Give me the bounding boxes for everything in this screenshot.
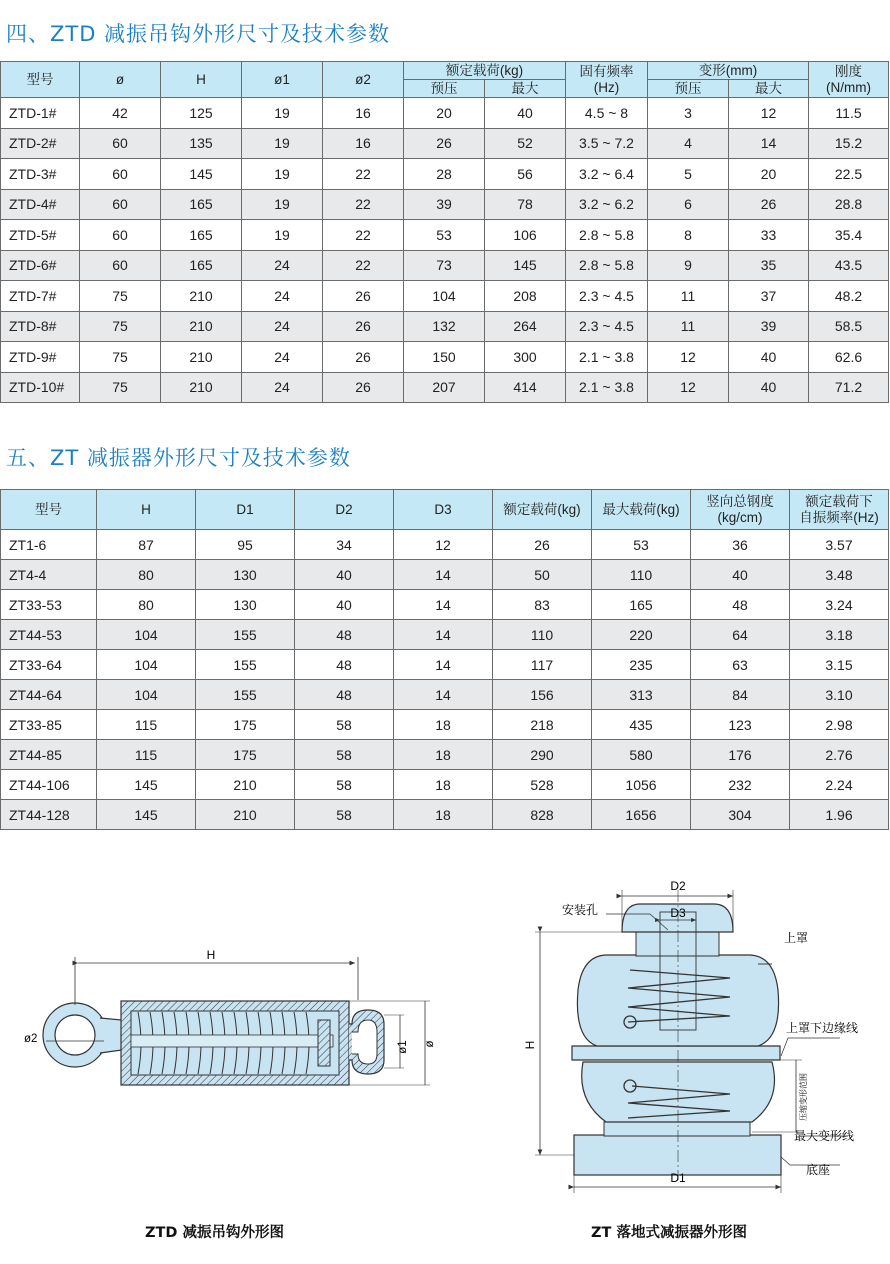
table-cell: 75 — [80, 281, 161, 312]
table-cell: 40 — [691, 560, 790, 590]
table-cell: 12 — [648, 342, 729, 373]
table-cell: 9 — [648, 250, 729, 281]
table-cell: 75 — [80, 372, 161, 403]
header-load-preload: 预压 — [404, 80, 485, 98]
table-cell: 36 — [691, 530, 790, 560]
header-model: 型号 — [1, 62, 80, 98]
table-cell: 175 — [196, 710, 295, 740]
table-cell: ZTD-8# — [1, 311, 80, 342]
table-cell: 165 — [161, 189, 242, 220]
table-row — [1, 128, 889, 159]
table-cell: 2.8 ~ 5.8 — [566, 250, 648, 281]
table-cell: 48 — [295, 680, 394, 710]
table-cell: ZT4-4 — [1, 560, 97, 590]
table-cell: ZTD-6# — [1, 250, 80, 281]
table-row — [1, 372, 889, 403]
table-cell: 12 — [729, 98, 809, 129]
header-frequency: 固有频率 (Hz) — [566, 62, 648, 98]
table-cell: 3.48 — [790, 560, 889, 590]
table-cell: ZT1-6 — [1, 530, 97, 560]
table-cell: 73 — [404, 250, 485, 281]
table-cell: ZT44-128 — [1, 800, 97, 830]
table-cell: 290 — [493, 740, 592, 770]
table-cell: 26 — [323, 311, 404, 342]
table-cell: 19 — [242, 189, 323, 220]
table-header: 额定载荷下 自振频率(Hz) — [790, 490, 889, 530]
table-cell: 104 — [97, 650, 196, 680]
table-row — [1, 530, 889, 560]
table-cell: 20 — [729, 159, 809, 190]
caption-ztd: ZTD 减振吊钩外形图 — [145, 1225, 284, 1241]
label-h: H — [206, 948, 216, 962]
table-cell: 87 — [97, 530, 196, 560]
table-cell: 2.8 ~ 5.8 — [566, 220, 648, 251]
table-cell: 14 — [394, 620, 493, 650]
table-cell: 117 — [493, 650, 592, 680]
table-cell: 39 — [729, 311, 809, 342]
table-cell: 80 — [97, 590, 196, 620]
table-cell: 53 — [592, 530, 691, 560]
table-cell: 58 — [295, 740, 394, 770]
table-cell: 22 — [323, 189, 404, 220]
table-cell: 2.76 — [790, 740, 889, 770]
table-cell: 4.5 ~ 8 — [566, 98, 648, 129]
table-cell: 123 — [691, 710, 790, 740]
table-header: 最大载荷(kg) — [592, 490, 691, 530]
table-cell: 104 — [97, 620, 196, 650]
table-cell: 28.8 — [809, 189, 889, 220]
table-cell: 19 — [242, 98, 323, 129]
table-cell: 106 — [485, 220, 566, 251]
table-cell: 3.2 ~ 6.2 — [566, 189, 648, 220]
table-cell: 58.5 — [809, 311, 889, 342]
table-cell: 48 — [295, 650, 394, 680]
table-cell: 26 — [729, 189, 809, 220]
table-cell: 165 — [592, 590, 691, 620]
table-cell: 125 — [161, 98, 242, 129]
table-row — [1, 770, 889, 800]
table-cell: 3.15 — [790, 650, 889, 680]
table-cell: 18 — [394, 710, 493, 740]
table-cell: 39 — [404, 189, 485, 220]
table-cell: 16 — [323, 128, 404, 159]
table-cell: 208 — [485, 281, 566, 312]
table-cell: 40 — [485, 98, 566, 129]
table-cell: 26 — [323, 281, 404, 312]
table-cell: 3.18 — [790, 620, 889, 650]
table-cell: 26 — [323, 342, 404, 373]
table-row — [1, 189, 889, 220]
table-cell: ZT33-85 — [1, 710, 97, 740]
header-deform-preload: 预压 — [648, 80, 729, 98]
table-cell: ZTD-9# — [1, 342, 80, 373]
table-cell: 210 — [161, 281, 242, 312]
header-phi2: ø2 — [323, 62, 404, 98]
table-header: D3 — [394, 490, 493, 530]
table-cell: 16 — [323, 98, 404, 129]
table-cell: 2.3 ~ 4.5 — [566, 311, 648, 342]
table-cell: 60 — [80, 159, 161, 190]
header-h: H — [161, 62, 242, 98]
table-cell: 48 — [691, 590, 790, 620]
table-cell: 176 — [691, 740, 790, 770]
table-cell: 210 — [196, 800, 295, 830]
mount-base — [574, 1135, 781, 1175]
table-cell: 40 — [295, 590, 394, 620]
table-cell: 235 — [592, 650, 691, 680]
table-cell: 24 — [242, 311, 323, 342]
table-cell: 304 — [691, 800, 790, 830]
label-phi: ø — [424, 1040, 436, 1048]
label-phi1: ø1 — [397, 1040, 409, 1054]
header-deform: 变形(mm) — [648, 62, 809, 80]
label-h-mount: H — [523, 1040, 537, 1050]
table-cell: 155 — [196, 680, 295, 710]
table-row — [1, 620, 889, 650]
table-cell: 175 — [196, 740, 295, 770]
table-cell: 35.4 — [809, 220, 889, 251]
label-compress-range: 压缩变形范围 — [799, 1073, 808, 1121]
label-d1: D1 — [670, 1171, 686, 1185]
table-cell: 14 — [394, 560, 493, 590]
label-d2: D2 — [670, 879, 686, 893]
table-cell: 155 — [196, 620, 295, 650]
table-cell: 60 — [80, 250, 161, 281]
table-row — [1, 98, 889, 129]
table-cell: 56 — [485, 159, 566, 190]
table-header: 型号 — [1, 490, 97, 530]
table-cell: 19 — [242, 128, 323, 159]
table-cell: 165 — [161, 220, 242, 251]
header-stiffness: 刚度 (N/mm) — [809, 62, 889, 98]
label-mount-hole: 安装孔 — [562, 903, 599, 917]
table-cell: 12 — [394, 530, 493, 560]
table-cell: 19 — [242, 159, 323, 190]
table-cell: 2.24 — [790, 770, 889, 800]
table-cell: ZTD-2# — [1, 128, 80, 159]
table-cell: 5 — [648, 159, 729, 190]
table-cell: 71.2 — [809, 372, 889, 403]
table-cell: 53 — [404, 220, 485, 251]
table-cell: 8 — [648, 220, 729, 251]
table-row — [1, 710, 889, 740]
table-cell: ZTD-10# — [1, 372, 80, 403]
table-cell: 60 — [80, 189, 161, 220]
table-cell: ZTD-4# — [1, 189, 80, 220]
header-rated-load: 额定载荷(kg) — [404, 62, 566, 80]
table-cell: 145 — [97, 770, 196, 800]
table-cell: 6 — [648, 189, 729, 220]
table-cell: 22 — [323, 159, 404, 190]
table-cell: 62.6 — [809, 342, 889, 373]
table-row — [1, 680, 889, 710]
table-cell: 14 — [394, 680, 493, 710]
table-cell: 26 — [493, 530, 592, 560]
table-cell: 52 — [485, 128, 566, 159]
hook-eye-hole — [55, 1015, 95, 1055]
table-row — [1, 560, 889, 590]
table-cell: 145 — [161, 159, 242, 190]
table-cell: 28 — [404, 159, 485, 190]
table-cell: 37 — [729, 281, 809, 312]
table-cell: 1656 — [592, 800, 691, 830]
table-cell: ZTD-5# — [1, 220, 80, 251]
table-cell: 3.5 ~ 7.2 — [566, 128, 648, 159]
ztd-spec-table — [0, 61, 889, 403]
table-cell: 3.24 — [790, 590, 889, 620]
header-load-max: 最大 — [485, 80, 566, 98]
table-cell: 60 — [80, 128, 161, 159]
table-cell: 110 — [493, 620, 592, 650]
table-cell: 220 — [592, 620, 691, 650]
table-cell: 11 — [648, 281, 729, 312]
table-cell: 24 — [242, 372, 323, 403]
table-cell: 580 — [592, 740, 691, 770]
table-cell: 18 — [394, 770, 493, 800]
table-cell: 18 — [394, 800, 493, 830]
table-cell: 80 — [97, 560, 196, 590]
table-row — [1, 590, 889, 620]
label-cover-edge: 上罩下边缘线 — [786, 1021, 859, 1035]
table-cell: 828 — [493, 800, 592, 830]
label-d3: D3 — [670, 906, 686, 920]
table-cell: 33 — [729, 220, 809, 251]
table-row — [1, 740, 889, 770]
table-cell: 435 — [592, 710, 691, 740]
label-max-deform: 最大变形线 — [794, 1129, 855, 1143]
table-cell: 95 — [196, 530, 295, 560]
table-cell: 165 — [161, 250, 242, 281]
table-header: D1 — [196, 490, 295, 530]
table-row — [1, 800, 889, 830]
table-cell: 64 — [691, 620, 790, 650]
table-cell: 24 — [242, 281, 323, 312]
table-cell: ZTD-7# — [1, 281, 80, 312]
table-row — [1, 159, 889, 190]
table-cell: ZT33-53 — [1, 590, 97, 620]
zt-spec-table — [0, 489, 889, 830]
table-cell: 63 — [691, 650, 790, 680]
table-cell: 43.5 — [809, 250, 889, 281]
table-cell: 78 — [485, 189, 566, 220]
table-cell: ZT44-85 — [1, 740, 97, 770]
table-cell: 218 — [493, 710, 592, 740]
table-cell: 11.5 — [809, 98, 889, 129]
table-cell: 414 — [485, 372, 566, 403]
table-cell: 40 — [729, 342, 809, 373]
table-cell: 528 — [493, 770, 592, 800]
table-cell: 22.5 — [809, 159, 889, 190]
table-cell: 104 — [404, 281, 485, 312]
table-cell: 24 — [242, 250, 323, 281]
table-cell: 26 — [404, 128, 485, 159]
zt-mount-drawing — [523, 879, 858, 1193]
table-header: 额定载荷(kg) — [493, 490, 592, 530]
table-cell: 35 — [729, 250, 809, 281]
section-title-ztd: 四、ZTD 减振吊钩外形尺寸及技术参数 — [6, 22, 391, 46]
table-cell: 130 — [196, 590, 295, 620]
table-row — [1, 220, 889, 251]
table-cell: 2.98 — [790, 710, 889, 740]
table-cell: 24 — [242, 342, 323, 373]
caption-zt: ZT 落地式减振器外形图 — [591, 1225, 747, 1241]
table-cell: 75 — [80, 342, 161, 373]
table-header: 竖向总钢度 (kg/cm) — [691, 490, 790, 530]
table-cell: 58 — [295, 710, 394, 740]
table-cell: 50 — [493, 560, 592, 590]
table-cell: 210 — [161, 311, 242, 342]
table-cell: 1.96 — [790, 800, 889, 830]
table-cell: 110 — [592, 560, 691, 590]
table-cell: 156 — [493, 680, 592, 710]
table-cell: ZT44-53 — [1, 620, 97, 650]
table-cell: 22 — [323, 250, 404, 281]
table-row — [1, 250, 889, 281]
table-cell: ZT44-64 — [1, 680, 97, 710]
table-cell: ZT33-64 — [1, 650, 97, 680]
header-deform-max: 最大 — [729, 80, 809, 98]
table-cell: 4 — [648, 128, 729, 159]
table-cell: 232 — [691, 770, 790, 800]
table-cell: 58 — [295, 800, 394, 830]
table-cell: 11 — [648, 311, 729, 342]
table-cell: 12 — [648, 372, 729, 403]
table-cell: 60 — [80, 220, 161, 251]
table-cell: 18 — [394, 740, 493, 770]
table-cell: 48.2 — [809, 281, 889, 312]
table-row — [1, 650, 889, 680]
table-cell: 210 — [196, 770, 295, 800]
table-cell: 210 — [161, 372, 242, 403]
table-cell: 104 — [97, 680, 196, 710]
label-base: 底座 — [806, 1163, 831, 1177]
table-cell: 22 — [323, 220, 404, 251]
table-cell: 3.57 — [790, 530, 889, 560]
table-cell: 264 — [485, 311, 566, 342]
table-cell: 210 — [161, 342, 242, 373]
table-cell: 19 — [242, 220, 323, 251]
table-cell: 84 — [691, 680, 790, 710]
table-cell: 83 — [493, 590, 592, 620]
table-cell: 145 — [97, 800, 196, 830]
header-phi1: ø1 — [242, 62, 323, 98]
table-cell: 2.1 ~ 3.8 — [566, 342, 648, 373]
table-cell: ZT44-106 — [1, 770, 97, 800]
table-cell: 132 — [404, 311, 485, 342]
label-phi2: ø2 — [24, 1033, 38, 1045]
table-cell: 145 — [485, 250, 566, 281]
table-cell: 1056 — [592, 770, 691, 800]
ztd-hook-drawing — [24, 948, 436, 1085]
table-cell: 20 — [404, 98, 485, 129]
table-cell: 14 — [394, 590, 493, 620]
table-row — [1, 311, 889, 342]
table-cell: 3 — [648, 98, 729, 129]
table-cell: 115 — [97, 710, 196, 740]
table-header: H — [97, 490, 196, 530]
table-cell: 40 — [295, 560, 394, 590]
table-cell: 130 — [196, 560, 295, 590]
table-cell: 26 — [323, 372, 404, 403]
label-top-cover: 上罩 — [784, 931, 809, 945]
table-row — [1, 281, 889, 312]
table-cell: 155 — [196, 650, 295, 680]
table-cell: 3.10 — [790, 680, 889, 710]
table-cell: 15.2 — [809, 128, 889, 159]
section-title-zt: 五、ZT 减振器外形尺寸及技术参数 — [6, 446, 351, 470]
table-cell: 2.1 ~ 3.8 — [566, 372, 648, 403]
table-cell: 34 — [295, 530, 394, 560]
table-cell: ZTD-1# — [1, 98, 80, 129]
table-cell: 313 — [592, 680, 691, 710]
diagrams — [0, 860, 890, 1264]
table-cell: 40 — [729, 372, 809, 403]
table-cell: 115 — [97, 740, 196, 770]
table-cell: 207 — [404, 372, 485, 403]
table-cell: 48 — [295, 620, 394, 650]
table-cell: 58 — [295, 770, 394, 800]
table-cell: 135 — [161, 128, 242, 159]
table-cell: 75 — [80, 311, 161, 342]
table-cell: 42 — [80, 98, 161, 129]
table-cell: 3.2 ~ 6.4 — [566, 159, 648, 190]
table-cell: 150 — [404, 342, 485, 373]
table-cell: 14 — [729, 128, 809, 159]
table-row — [1, 342, 889, 373]
table-cell: 2.3 ~ 4.5 — [566, 281, 648, 312]
header-phi: ø — [80, 62, 161, 98]
table-header: D2 — [295, 490, 394, 530]
table-cell: 14 — [394, 650, 493, 680]
table-cell: ZTD-3# — [1, 159, 80, 190]
table-cell: 300 — [485, 342, 566, 373]
